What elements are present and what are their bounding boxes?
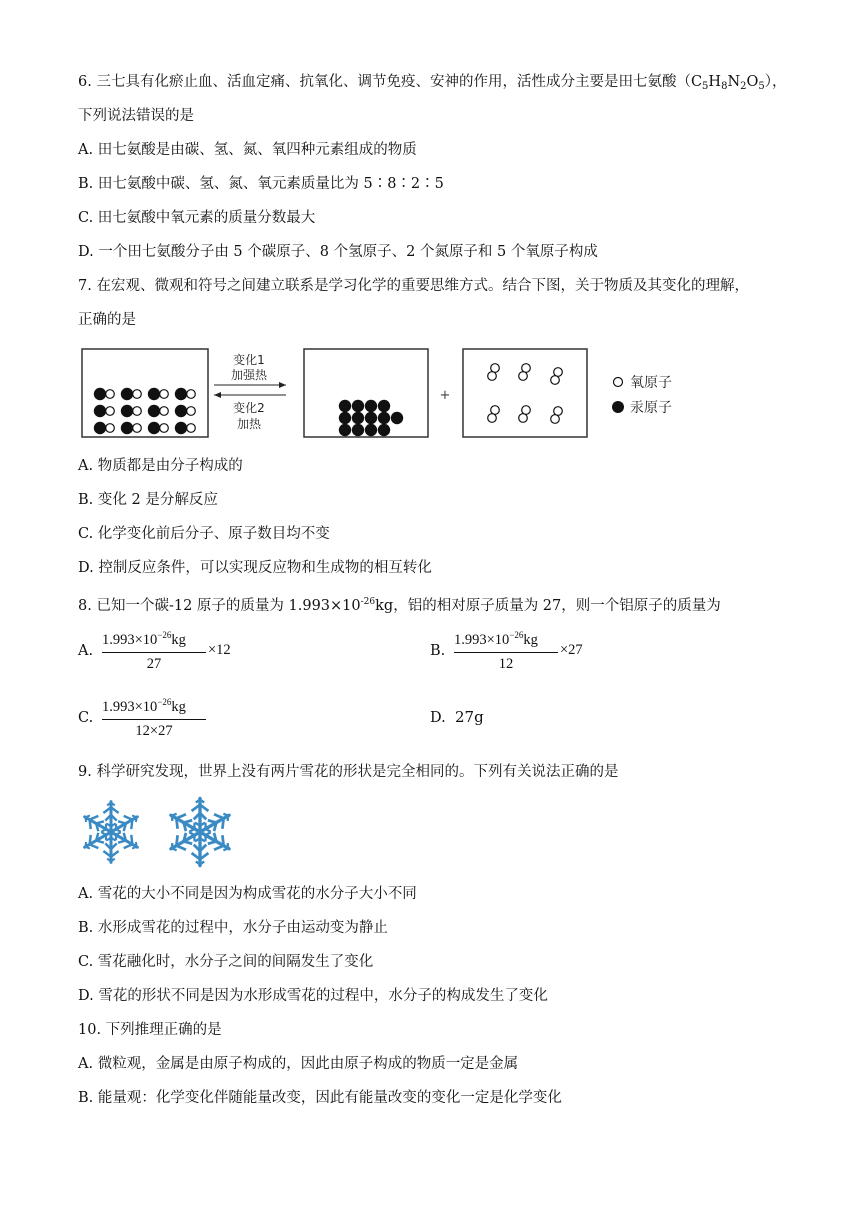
- mercury-atom-legend-icon: [612, 401, 624, 413]
- q7-reaction-diagram: [78, 345, 688, 441]
- mercury-atom: [378, 412, 390, 424]
- oxygen-atom: [160, 424, 169, 433]
- q9-option-c: C. 雪花融化时，水分子之间的间隔发生了变化: [78, 954, 374, 970]
- legend-oxygen-label: 氧原子: [630, 375, 672, 391]
- oxygen-atom-legend-icon: [614, 378, 623, 387]
- mercury-atom: [121, 422, 133, 434]
- snowflake-icon: [81, 802, 141, 863]
- mercury-atom: [339, 400, 351, 412]
- mercury-atom: [121, 388, 133, 400]
- q10-stem: 10. 下列推理正确的是: [78, 1022, 222, 1038]
- q8-option-d-value: 27g: [455, 708, 484, 726]
- mercury-atom: [352, 400, 364, 412]
- change1-condition: 加强热: [230, 368, 268, 382]
- mercury-atom: [94, 388, 106, 400]
- q7-stem-line1: 7. 在宏观、微观和符号之间建立联系是学习化学的重要思维方式。结合下图，关于物质及其变化的理解，: [78, 278, 749, 294]
- q6-stem-line1: 6. 三七具有化瘀止血、活血定痛、抗氧化、调节免疫、安神的作用，活性成分主要是田七氨酸$(C_5H_8N_2O_5)$，: [78, 74, 787, 92]
- mercury-atom: [175, 388, 187, 400]
- q7-option-b: B. 变化 2 是分解反应: [78, 492, 218, 508]
- q7-stem-line2: 正确的是: [78, 312, 136, 328]
- mercury-atom: [94, 422, 106, 434]
- mercury-atom: [339, 412, 351, 424]
- oxygen-atom: [551, 376, 560, 385]
- q6-option-a: A. 田七氨酸是由碳、氢、氮、氧四种元素组成的物质: [78, 142, 417, 158]
- oxygen-atom: [133, 424, 142, 433]
- q6-stem-line2: 下列说法错误的是: [78, 108, 194, 124]
- oxygen-atom: [491, 364, 500, 373]
- oxygen-atom: [187, 407, 196, 416]
- mercury-atom: [365, 412, 377, 424]
- mercury-atom: [175, 405, 187, 417]
- oxygen-atom: [133, 407, 142, 416]
- change1-label: 变化1: [233, 353, 265, 367]
- oxygen-atom: [519, 372, 528, 381]
- oxygen-atom: [491, 406, 500, 415]
- q9-option-b: B. 水形成雪花的过程中，水分子由运动变为静止: [78, 920, 388, 936]
- oxygen-atom: [187, 424, 196, 433]
- mercury-atom: [352, 424, 364, 436]
- mercury-atom: [339, 424, 351, 436]
- q6-option-c: C. 田七氨酸中氧元素的质量分数最大: [78, 210, 316, 226]
- q7-option-c: C. 化学变化前后分子、原子数目均不变: [78, 526, 330, 542]
- change2-condition: 加热: [236, 417, 262, 431]
- mercury-atom: [365, 400, 377, 412]
- mercury-atom: [391, 412, 403, 424]
- oxygen-atom: [551, 415, 560, 424]
- mercury-atom: [148, 388, 160, 400]
- oxygen-atom: [488, 414, 497, 423]
- snowflake-image: [78, 796, 240, 868]
- q8-option-b-label: B.: [430, 643, 446, 659]
- q7-option-a: A. 物质都是由分子构成的: [78, 458, 243, 474]
- legend-mercury-label: 汞原子: [630, 400, 672, 416]
- q8-option-c-label: C.: [78, 710, 94, 726]
- mercury-atom: [378, 400, 390, 412]
- q8-option-d-label: D.: [430, 710, 446, 726]
- oxygen-atom: [106, 390, 115, 399]
- mercury-atom: [378, 424, 390, 436]
- q10-option-a: A. 微粒观，金属是由原子构成的，因此由原子构成的物质一定是金属: [78, 1056, 519, 1072]
- mercury-box: [304, 349, 428, 437]
- change2-label: 变化2: [233, 401, 265, 415]
- oxygen-atom: [522, 406, 531, 415]
- mercury-atom: [148, 422, 160, 434]
- q9-option-a: A. 雪花的大小不同是因为构成雪花的水分子大小不同: [78, 886, 417, 902]
- oxygen-atom: [106, 407, 115, 416]
- mercury-atom: [175, 422, 187, 434]
- mercury-atom: [121, 405, 133, 417]
- oxygen-atom: [522, 364, 531, 373]
- mercury-atom: [365, 424, 377, 436]
- q9-stem: 9. 科学研究发现，世界上没有两片雪花的形状是完全相同的。下列有关说法正确的是: [78, 764, 619, 780]
- snowflake-icon: [167, 798, 234, 865]
- oxygen-atom: [133, 390, 142, 399]
- plus-sign: +: [439, 388, 451, 403]
- mercury-atom: [148, 405, 160, 417]
- q6-option-b: B. 田七氨酸中碳、氢、氮、氧元素质量比为 5∶8∶2∶5: [78, 176, 444, 192]
- oxygen-atom: [554, 368, 563, 377]
- oxygen-atom: [519, 414, 528, 423]
- oxygen-atom: [160, 390, 169, 399]
- q8-option-a-label: A.: [78, 643, 94, 659]
- oxygen-atom: [106, 424, 115, 433]
- oxygen-atom: [488, 372, 497, 381]
- oxygen-box: [463, 349, 587, 437]
- q8-stem: 8. 已知一个碳-12 原子的质量为 $1.993\times 10^{-26}kg$，铝的相对原子质量为 27，则一个铝原子的质量为: [78, 597, 721, 614]
- q7-option-d: D. 控制反应条件，可以实现反应物和生成物的相互转化: [78, 560, 432, 576]
- oxygen-atom: [187, 390, 196, 399]
- q9-option-d: D. 雪花的形状不同是因为水形成雪花的过程中，水分子的构成发生了变化: [78, 988, 548, 1004]
- q10-option-b: B. 能量观：化学变化伴随能量改变，因此有能量改变的变化一定是化学变化: [78, 1090, 562, 1106]
- mercury-atom: [352, 412, 364, 424]
- mercury-atom: [94, 405, 106, 417]
- q6-option-d: D. 一个田七氨酸分子由 5 个碳原子、8 个氢原子、2 个氮原子和 5 个氧原子构成: [78, 244, 598, 260]
- oxygen-atom: [554, 407, 563, 416]
- oxygen-atom: [160, 407, 169, 416]
